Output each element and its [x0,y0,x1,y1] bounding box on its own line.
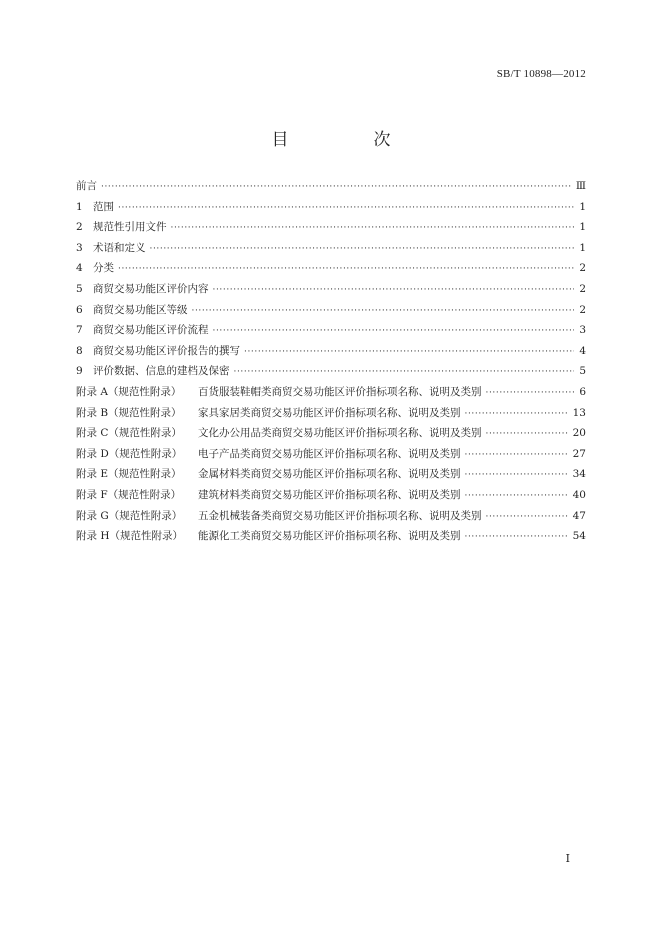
appendix-prefix: 附录 C（规范性附录） [76,427,182,440]
toc-appendix-f[interactable] [76,487,586,508]
toc-label: 能源化工类商贸交易功能区评价指标项名称、说明及类别 [198,530,461,543]
toc-entry-1[interactable] [76,199,586,220]
footer-page-number: I [565,852,570,865]
toc-entry-5[interactable] [76,281,586,302]
toc-appendix-d[interactable] [76,446,586,467]
leader-dots [101,182,572,192]
leader-dots [118,264,574,274]
toc-entry-3[interactable] [76,240,586,261]
toc-page: 34 [572,468,586,481]
toc-page: 40 [572,488,586,501]
toc-page: 3 [579,324,586,337]
appendix-prefix: 附录 D（规范性附录） [76,447,183,460]
appendix-prefix: 附录 A（规范性附录） [76,385,182,398]
toc-appendix-a[interactable] [76,384,586,405]
page-title: 目 次 [271,130,425,150]
leader-dots [465,532,569,542]
toc-number: 9 [76,365,83,378]
toc-page: 2 [579,303,586,316]
table-of-contents [76,178,586,549]
toc-page: 2 [579,282,586,295]
leader-dots [234,367,575,377]
toc-page: 20 [572,427,586,440]
toc-label: 建筑材料类商贸交易功能区评价指标项名称、说明及类别 [198,488,461,501]
toc-page: 1 [579,200,586,213]
standard-code: SB/T 10898—2012 [496,68,586,80]
toc-appendix-b[interactable] [76,405,586,426]
toc-label: 五金机械装备类商贸交易功能区评价指标项名称、说明及类别 [198,509,482,522]
appendix-prefix: 附录 B（规范性附录） [76,406,182,419]
leader-dots [150,244,575,254]
toc-page: 5 [579,365,586,378]
toc-number: 1 [76,200,83,213]
toc-label: 评价数据、信息的建档及保密 [93,365,230,378]
toc-label: 商贸交易功能区评价流程 [93,324,209,337]
leader-dots [244,347,574,357]
toc-number: 8 [76,344,83,357]
toc-label: 术语和定义 [93,241,146,254]
toc-page: 2 [579,262,586,275]
toc-page: 47 [572,509,586,522]
toc-number: 3 [76,241,83,254]
toc-page: 1 [579,241,586,254]
leader-dots [171,223,575,233]
toc-page: 54 [572,530,586,543]
leader-dots [486,429,569,439]
toc-label: 百货服装鞋帽类商贸交易功能区评价指标项名称、说明及类别 [198,385,482,398]
toc-entry-4[interactable] [76,260,586,281]
toc-label: 文化办公用品类商贸交易功能区评价指标项名称、说明及类别 [198,427,482,440]
toc-label: 范围 [93,200,114,213]
toc-page: 1 [579,221,586,234]
toc-entry-6[interactable] [76,302,586,323]
toc-appendix-g[interactable] [76,508,586,529]
toc-label: 电子产品类商贸交易功能区评价指标项名称、说明及类别 [198,447,461,460]
leader-dots [465,409,569,419]
toc-label: 商贸交易功能区等级 [93,303,188,316]
toc-appendix-h[interactable] [76,528,586,549]
appendix-prefix: 附录 H（规范性附录） [76,530,183,543]
toc-page: Ⅲ [575,180,586,192]
leader-dots [465,491,569,501]
toc-number: 6 [76,303,83,316]
toc-label: 分类 [93,262,114,275]
leader-dots [213,285,575,295]
appendix-prefix: 附录 G（规范性附录） [76,509,183,522]
appendix-prefix: 附录 E（规范性附录） [76,468,182,481]
leader-dots [192,306,575,316]
leader-dots [213,326,575,336]
toc-label: 家具家居类商贸交易功能区评价指标项名称、说明及类别 [198,406,461,419]
toc-entry-9[interactable] [76,363,586,384]
toc-page: 27 [572,447,586,460]
leader-dots [465,470,569,480]
toc-entry-2[interactable] [76,219,586,240]
toc-appendix-c[interactable] [76,425,586,446]
appendix-prefix: 附录 F（规范性附录） [76,488,182,501]
toc-number: 4 [76,262,83,275]
toc-label: 商贸交易功能区评价内容 [93,282,209,295]
toc-label: 商贸交易功能区评价报告的撰写 [93,344,240,357]
toc-number: 2 [76,221,83,234]
toc-entry-7[interactable] [76,322,586,343]
leader-dots [486,388,575,398]
toc-entry-foreword[interactable] [76,178,586,199]
toc-label: 前言 [76,180,97,192]
toc-label: 规范性引用文件 [93,221,167,234]
toc-number: 5 [76,282,83,295]
toc-label: 金属材料类商贸交易功能区评价指标项名称、说明及类别 [198,468,461,481]
toc-page: 4 [579,344,586,357]
toc-entry-8[interactable] [76,343,586,364]
toc-appendix-e[interactable] [76,466,586,487]
leader-dots [465,450,569,460]
toc-page: 13 [572,406,586,419]
toc-number: 7 [76,324,83,337]
leader-dots [486,512,569,522]
toc-page: 6 [579,385,586,398]
leader-dots [118,203,574,213]
